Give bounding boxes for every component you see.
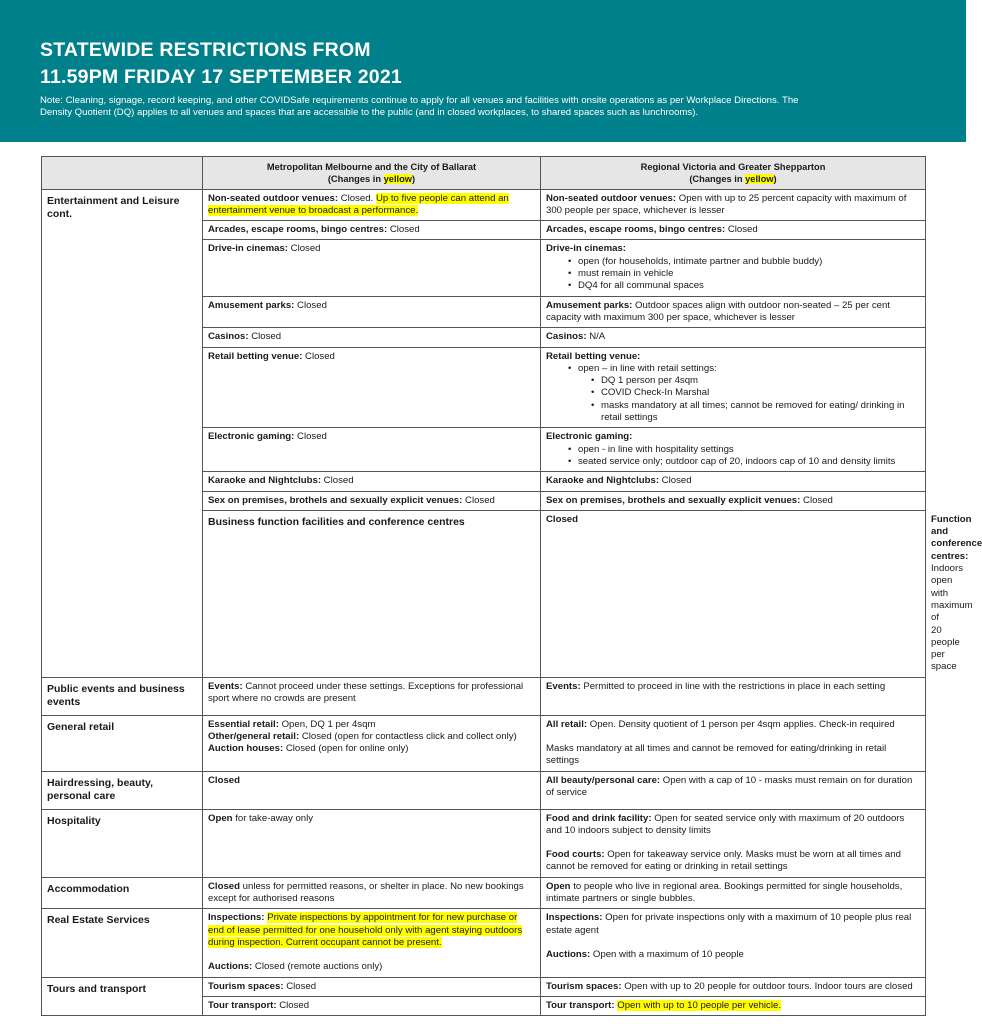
table-row: [42, 677, 926, 715]
item-text: Open for private inspections only with a maximum of 10 people plus real estate agent: [546, 912, 912, 936]
list-item: • masks mandatory at all times; cannot be removed for eating/ drinking in retail settings: [546, 400, 920, 425]
table-row: [42, 877, 926, 909]
cell-metro: [203, 715, 541, 771]
item-text: Open with up to 25 percent capacity with maximum of 300 people per space, whichever is lesser: [546, 192, 907, 216]
changes-text: (Changes in: [327, 174, 384, 185]
changes-text: ): [773, 174, 777, 185]
cell-regional: [541, 347, 926, 428]
item-label: Retail betting venue:: [546, 350, 641, 362]
table-row: [42, 715, 926, 771]
item-text: Closed: [659, 475, 692, 487]
item-text: for take-away only: [232, 812, 314, 824]
cell-metro: [203, 240, 541, 296]
item-label: Casinos:: [208, 331, 249, 343]
item-text: Closed: [462, 494, 495, 506]
changes-highlight: yellow: [383, 174, 413, 185]
bullet-list: [546, 256, 920, 293]
item-label: Retail betting venue:: [208, 350, 303, 362]
item-text: Permitted to proceed in line with the restrictions in place in each setting: [580, 680, 886, 692]
cell-metro: [203, 296, 541, 328]
item-label: Arcades, escape rooms, bingo centres:: [208, 224, 388, 236]
category-accommodation: Accommodation: [42, 877, 203, 909]
table-row: [42, 977, 926, 996]
highlighted-change: Private inspections by appointment for for new purchase or end of lease permitted for one household only with agent staying outdoors during inspection. Current occupant cannot be present.: [208, 912, 523, 948]
column-title: Regional Victoria and Greater Shepparton: [640, 162, 826, 172]
item-text: Closed (open for contactless click and collect only): [299, 730, 517, 742]
cell-regional: [541, 428, 926, 472]
changes-text: (Changes in: [689, 174, 746, 185]
list-item: • DQ 1 person per 4sqm: [546, 375, 920, 387]
item-text: Closed: [283, 980, 317, 992]
list-item: • must remain in vehicle: [546, 268, 920, 280]
cell-regional: [541, 677, 926, 715]
item-text: Masks mandatory at all times and cannot be removed for eating/drinking in retail settings: [546, 742, 887, 767]
item-label: Auctions:: [546, 948, 591, 960]
item-label: Non-seated outdoor venues:: [208, 192, 339, 204]
item-label: Food courts:: [546, 849, 605, 861]
header-note: Note: Cleaning, signage, record keeping, and other COVIDSafe requirements continue to apply for all venues and facilities with onsite operations as per Workplace Directions. The Density Quotient (DQ) applies to all venues and spaces that are accessible to the public (and in closed workplaces, to shared spaces such as lunchrooms).: [40, 95, 799, 118]
item-label: All beauty/personal care:: [546, 774, 661, 786]
cell-regional: [541, 909, 926, 977]
sub-bullet-list: [546, 375, 920, 424]
item-text: N/A: [586, 331, 606, 343]
item-label: Drive-in cinemas:: [546, 243, 626, 255]
item-label: Amusement parks:: [546, 299, 633, 311]
item-label: Arcades, escape rooms, bingo centres:: [546, 224, 726, 236]
list-item: • open (for households, intimate partner and bubble buddy): [546, 256, 920, 268]
item-text: Closed (open for online only): [283, 743, 409, 755]
item-label: Open: [208, 812, 233, 824]
cell-metro: [203, 472, 541, 491]
item-text: Closed: [321, 475, 354, 487]
item-label: Events:: [546, 680, 581, 692]
list-item: • open - in line with hospitality settings: [546, 444, 920, 456]
page-title: [40, 37, 402, 91]
cell-regional: [541, 715, 926, 771]
cell-metro: [203, 809, 541, 877]
item-label: Essential retail:: [208, 718, 279, 730]
changes-text: ): [412, 174, 416, 185]
header-banner: [0, 0, 966, 142]
cell-regional: [541, 472, 926, 491]
item-text: Closed: [800, 494, 833, 506]
item-label: Auctions:: [208, 961, 253, 973]
cell-metro: [203, 677, 541, 715]
list-item: • DQ4 for all communal spaces: [546, 280, 920, 292]
title-line-1: STATEWIDE RESTRICTIONS FROM: [40, 39, 371, 61]
cell-regional: [541, 328, 926, 347]
cell-metro: [203, 189, 541, 221]
column-header-regional: [541, 157, 926, 190]
cell-metro: Closed: [541, 510, 926, 677]
cell-metro: [203, 221, 541, 240]
item-label: Non-seated outdoor venues:: [546, 192, 677, 204]
cell-metro: [203, 909, 541, 977]
item-label: Electronic gaming:: [208, 431, 295, 443]
item-label: Electronic gaming:: [546, 431, 633, 443]
item-text: Closed (remote auctions only): [252, 961, 383, 973]
changes-note: [546, 173, 920, 185]
item-label: Auction houses:: [208, 743, 284, 755]
item-text: Open with a maximum of 10 people: [590, 948, 744, 960]
item-label: Drive-in cinemas:: [208, 243, 288, 255]
item-text: unless for permitted reasons, or shelter in place. No new bookings except for authorised reasons: [208, 880, 524, 905]
item-label: Tourism spaces:: [546, 980, 622, 992]
item-label: All retail:: [546, 718, 588, 730]
category-real-estate: Real Estate Services: [42, 909, 203, 977]
item-label: Amusement parks:: [208, 299, 295, 311]
cell-metro: [203, 977, 541, 996]
restrictions-table: [41, 156, 982, 1016]
category-business-functions: Business function facilities and conference centres: [203, 510, 541, 677]
cell-regional: [541, 977, 926, 996]
cell-metro: [203, 428, 541, 472]
item-text: Open. Density quotient of 1 person per 4sqm applies. Check-in required: [587, 718, 895, 730]
item-label: Food and drink facility:: [546, 812, 652, 824]
item-text: Closed: [294, 299, 327, 311]
changes-highlight: yellow: [745, 174, 774, 185]
item-label: Inspections:: [546, 912, 603, 924]
item-label: Karaoke and Nightclubs:: [208, 475, 322, 487]
cell-metro: [203, 491, 541, 510]
category-general-retail: General retail: [42, 715, 203, 771]
table-row: [42, 909, 926, 977]
category-tours: Tours and transport: [42, 977, 203, 1016]
item-label: Closed: [208, 880, 240, 892]
table-header-row: [42, 157, 926, 190]
item-text: Closed: [248, 331, 282, 343]
highlighted-change: Up to five people can attend an entertainment venue to broadcast a performance.: [208, 192, 509, 216]
cell-metro: [203, 996, 541, 1015]
item-text: Indoors open with maximum of 20 people per space: [931, 563, 973, 673]
item-text: Closed: [276, 999, 310, 1011]
item-text: Cannot proceed under these settings. Exceptions for professional sport where no crowds are present: [208, 680, 524, 704]
changes-note: [208, 173, 535, 185]
item-text: Open, DQ 1 per 4sqm: [278, 718, 376, 730]
highlighted-change: Open with up to 10 people per vehicle.: [617, 999, 781, 1011]
item-text: Closed.: [338, 192, 376, 204]
item-text: Closed: [287, 243, 321, 255]
table-row: [42, 771, 926, 809]
item-text: Open with a cap of 10 - masks must remain on for duration of service: [546, 774, 913, 798]
cell-regional: [541, 996, 926, 1015]
item-text: Closed: [387, 224, 420, 236]
item-text: Closed: [302, 350, 335, 362]
item-text: Open for seated service only with maximum of 20 outdoors and 10 indoors subject to density limits: [546, 812, 905, 836]
cell-regional: [541, 240, 926, 296]
title-line-2: 11.59PM FRIDAY 17 SEPTEMBER 2021: [40, 66, 402, 88]
category-hospitality: Hospitality: [42, 809, 203, 877]
list-item: • COVID Check-In Marshal: [546, 387, 920, 399]
item-label: Inspections:: [208, 912, 265, 924]
column-title: Metropolitan Melbourne and the City of Ballarat: [266, 162, 477, 172]
cell-regional: [541, 809, 926, 877]
item-text: Closed: [294, 431, 327, 443]
header-empty-cell: [42, 157, 203, 190]
cell-regional: [541, 296, 926, 328]
bullet-list: [546, 363, 920, 375]
category-entertainment: Entertainment and Leisure cont.: [42, 189, 203, 677]
category-public-events: Public events and business events: [42, 677, 203, 715]
cell-metro: Closed: [203, 771, 541, 809]
cell-regional: [541, 189, 926, 221]
item-text: to people who live in regional area. Bookings permitted for single households, intimate partners or single bubbles.: [546, 880, 903, 905]
item-label: Sex on premises, brothels and sexually explicit venues:: [208, 494, 463, 506]
item-label: Events:: [208, 680, 243, 692]
bullet-list: [546, 444, 920, 469]
cell-regional: [541, 491, 926, 510]
table-row: [42, 809, 926, 877]
item-text: Outdoor spaces align with outdoor non-seated – 25 per cent capacity with maximum 300 per space, whichever is lesser: [546, 299, 890, 323]
item-label: Function and conference centres:: [931, 513, 982, 562]
list-item: • open – in line with retail settings:: [546, 363, 920, 375]
item-label: Karaoke and Nightclubs:: [546, 475, 660, 487]
cell-regional: [541, 221, 926, 240]
item-text: Open for takeaway service only. Masks must be worn at all times and cannot be removed for eating or drinking in retail settings: [546, 849, 901, 873]
cell-regional: [541, 877, 926, 909]
cell-metro: [203, 877, 541, 909]
cell-metro: [203, 328, 541, 347]
cell-regional: [541, 771, 926, 809]
list-item: • seated service only; outdoor cap of 20, indoors cap of 10 and density limits: [546, 456, 920, 468]
item-label: Open: [546, 880, 571, 892]
cell-metro: [203, 347, 541, 428]
item-text: Closed: [725, 224, 758, 236]
item-label: Casinos:: [546, 331, 587, 343]
item-label: Tour transport:: [546, 999, 615, 1011]
table-row: [42, 189, 926, 221]
item-label: Sex on premises, brothels and sexually explicit venues:: [546, 494, 801, 506]
item-label: Tourism spaces:: [208, 980, 284, 992]
item-label: Tour transport:: [208, 999, 277, 1011]
category-hairdressing: Hairdressing, beauty, personal care: [42, 771, 203, 809]
item-label: Other/general retail:: [208, 730, 300, 742]
item-text: Open with up to 20 people for outdoor tours. Indoor tours are closed: [621, 980, 913, 992]
column-header-metro: [203, 157, 541, 190]
